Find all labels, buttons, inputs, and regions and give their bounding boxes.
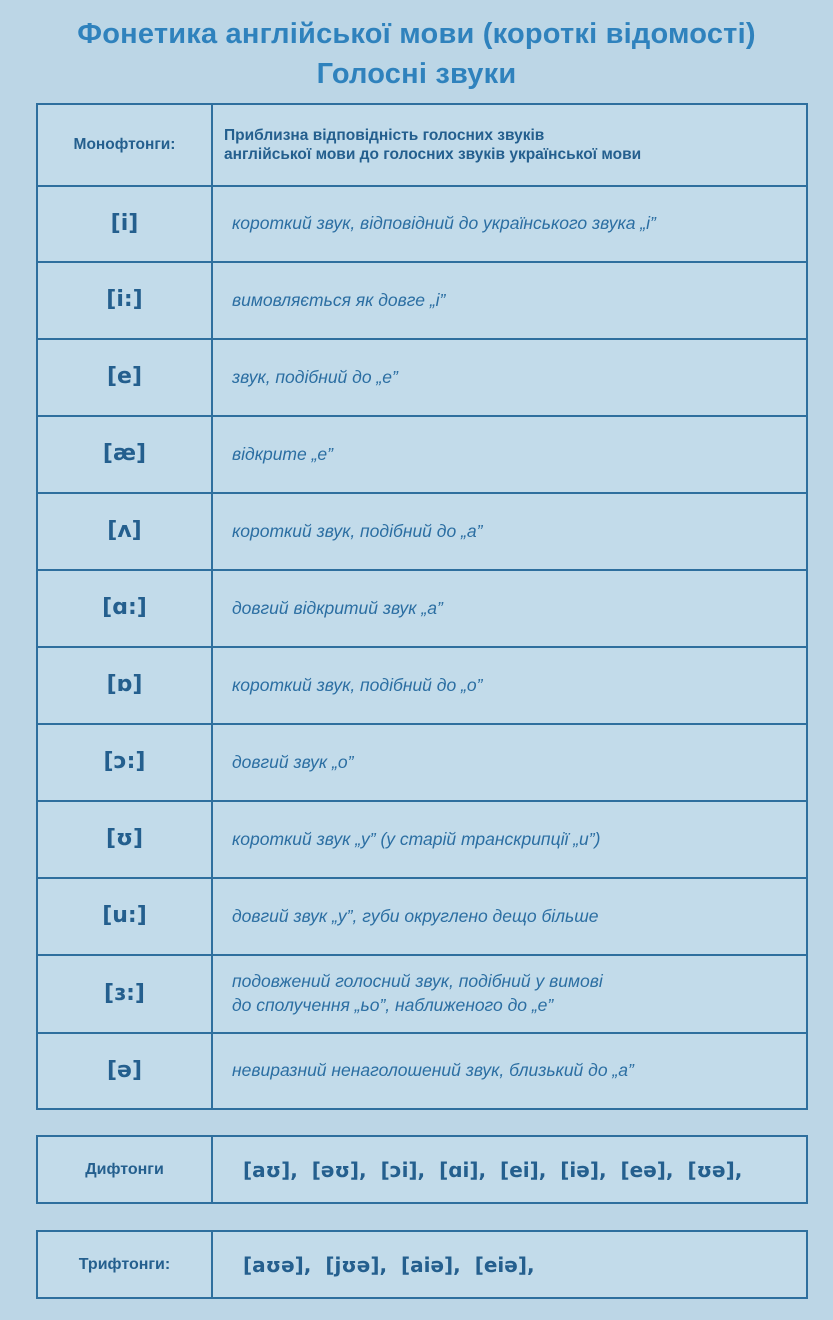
sound-symbol: [e] <box>106 364 143 389</box>
sound-symbol: [ʌ] <box>107 518 142 543</box>
page-subtitle: Голосні звуки <box>316 58 517 90</box>
sound-description: короткий звук „у” (у старій транскрипції „u”) <box>232 828 601 849</box>
diphthongs-sounds: [aʊ], [əʊ], [ɔi], [ɑi], [ei], [iə], [eə], [ʊə], <box>243 1157 743 1182</box>
sound-symbol: [ɔ:] <box>103 749 146 774</box>
sound-symbol: [æ] <box>102 441 147 466</box>
diphthongs-table <box>36 1135 808 1204</box>
sound-description: довгий звук „о” <box>232 751 354 772</box>
sound-symbol: [ɑ:] <box>102 595 147 620</box>
sound-description: відкрите „е” <box>232 443 333 464</box>
sound-description: вимовляється як довге „і” <box>232 289 446 310</box>
table-row <box>38 338 806 417</box>
table-header-row <box>38 105 806 187</box>
header-correspondence: Приблизна відповідність голосних звуків англійської мови до голосних звуків української мови <box>224 127 642 163</box>
column-divider <box>211 105 213 1108</box>
table-row <box>38 492 806 571</box>
sound-description: короткий звук, подібний до „о” <box>232 674 483 695</box>
sound-description: звук, подібний до „е” <box>232 366 398 387</box>
triphthongs-table <box>36 1230 808 1299</box>
sound-symbol: [u:] <box>102 903 147 928</box>
triphthongs-label: Трифтонги: <box>78 1255 171 1273</box>
sound-description: невиразний ненаголошений звук, близький до „а” <box>232 1060 634 1080</box>
sound-symbol: [ɒ] <box>106 672 143 697</box>
header-monophthongs: Монофтонги: <box>73 136 176 153</box>
column-divider <box>211 1232 213 1297</box>
sound-description: довгий відкритий звук „а” <box>232 597 443 618</box>
table-row <box>38 1032 806 1108</box>
table-row <box>38 877 806 956</box>
sound-description: подовжений голосний звук, подібний у вимові до сполучення „ьо”, наближеного до „е” <box>232 971 603 1015</box>
sound-symbol: [ʊ] <box>105 826 144 851</box>
page-title: Фонетика англійської мови (короткі відомості) <box>77 18 756 50</box>
sound-symbol: [ɜ:] <box>104 980 145 1006</box>
column-divider <box>211 1137 213 1202</box>
table-row <box>38 261 806 340</box>
table-row <box>38 800 806 879</box>
monophthongs-table <box>36 103 808 1110</box>
table-row <box>38 646 806 725</box>
table-row <box>38 723 806 802</box>
table-row <box>38 415 806 494</box>
table-row <box>38 954 806 1034</box>
sound-description: короткий звук, подібний до „а” <box>232 520 483 541</box>
sound-description: короткий звук, відповідний до українського звука „і” <box>232 213 656 233</box>
triphthongs-sounds: [aʊə], [jʊə], [aiə], [eiə], <box>243 1252 535 1277</box>
table-row <box>38 185 806 263</box>
table-row <box>38 569 806 648</box>
sound-symbol: [i:] <box>106 287 143 312</box>
sound-description: довгий звук „у”, губи округлено дещо більше <box>232 905 599 926</box>
sound-symbol: [ə] <box>106 1057 143 1083</box>
sound-symbol: [i] <box>110 210 139 236</box>
diphthongs-label: Дифтонги <box>85 1160 164 1178</box>
